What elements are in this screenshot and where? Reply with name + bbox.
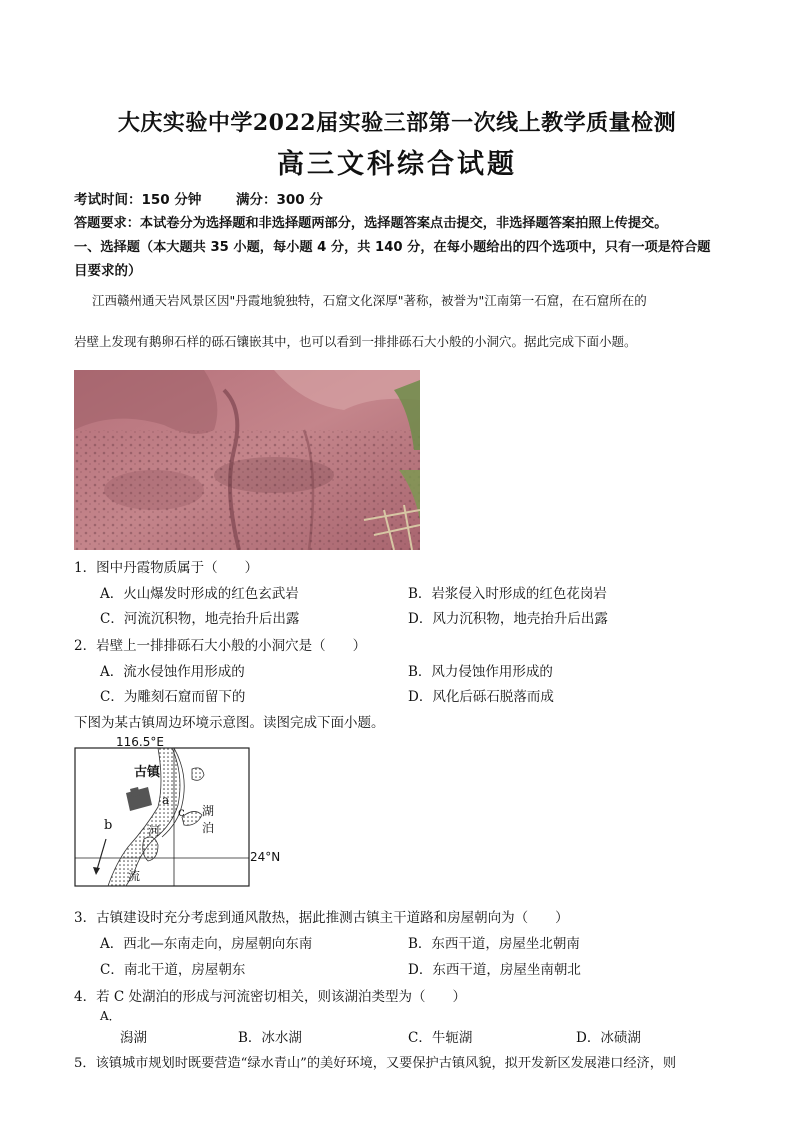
section-heading: 一、选择题（本大题共 35 小题，每小题 4 分，共 140 分，在每小题给出的四个选项中，只有一项是符合题 (74, 240, 711, 255)
map-label-c: c (178, 805, 185, 819)
danxia-rock-photo (74, 370, 420, 550)
question-1-option-b[interactable]: B．岩浆侵入时形成的红色花岗岩 (408, 586, 607, 602)
question-1-option-d[interactable]: D．风力沉积物，地壳抬升后出露 (408, 611, 608, 627)
map-lake-label-1: 湖 (202, 804, 215, 818)
question-2-stem: 2．岩壁上一排排砾石大小般的小洞穴是（ ） (74, 638, 367, 654)
map-river-label-2: 流 (128, 869, 141, 883)
passage-line-2: 岩壁上发现有鹅卵石样的砾石镶嵌其中，也可以看到一排排砾石大小般的小洞穴。据此完成下面小题。 (74, 334, 637, 349)
map-longitude: 116.5°E (116, 735, 164, 749)
exam-time: 考试时间：150 分钟 (74, 192, 202, 208)
question-1-option-c[interactable]: C．河流沉积物，地壳抬升后出露 (100, 611, 300, 627)
question-4-option-b[interactable]: B．冰水湖 (238, 1030, 302, 1046)
question-2-option-b[interactable]: B．风力侵蚀作用形成的 (408, 664, 553, 680)
map-label-b: b (104, 818, 113, 833)
section-heading-cont: 目要求的） (74, 263, 142, 279)
town-map (74, 735, 294, 890)
question-4-option-a[interactable]: 潟湖 (120, 1030, 147, 1046)
map-latitude: 24°N (250, 850, 281, 864)
question-4-option-a-letter[interactable]: A． (100, 1009, 121, 1023)
question-5-stem: 5．该镇城市规划时既要营造“绿水青山”的美好环境，又要保护古镇风貌，拟开发新区发展港口经济，则 (74, 1056, 677, 1071)
map-river-label-1: 河 (148, 824, 161, 838)
question-1-stem: 1．图中丹霞物质属于（ ） (74, 560, 259, 576)
map-label-a: a (162, 793, 170, 807)
question-4-option-d[interactable]: D．冰碛湖 (576, 1030, 641, 1046)
question-3-option-a[interactable]: A．西北—东南走向，房屋朝向东南 (100, 936, 313, 952)
question-3-option-c[interactable]: C．南北干道，房屋朝东 (100, 962, 246, 978)
passage-line-1: 江西赣州通天岩风景区因"丹霞地貌独特，石窟文化深厚"著称，被誉为"江南第一石窟，在石窟所在的 (92, 293, 647, 308)
question-2-option-d[interactable]: D．风化后砾石脱落而成 (408, 689, 554, 705)
exam-subtitle: 高三文科综合试题 (277, 149, 517, 180)
question-3-option-d[interactable]: D．东西干道，房屋坐南朝北 (408, 962, 581, 978)
question-4-option-c[interactable]: C．牛轭湖 (408, 1030, 473, 1046)
map-lake-label-2: 泊 (202, 821, 215, 835)
question-2-option-a[interactable]: A．流水侵蚀作用形成的 (100, 664, 245, 680)
question-4-stem: 4．若 C 处湖泊的形成与河流密切相关，则该湖泊类型为（ ） (74, 989, 467, 1005)
map-town-label: 古镇 (134, 765, 161, 780)
full-score: 满分：300 分 (236, 192, 323, 208)
passage-2: 下图为某古镇周边环境示意图。读图完成下面小题。 (74, 715, 385, 731)
question-3-option-b[interactable]: B．东西干道，房屋坐北朝南 (408, 936, 580, 952)
question-2-option-c[interactable]: C．为雕刻石窟而留下的 (100, 689, 246, 705)
answer-requirements: 答题要求：本试卷分为选择题和非选择题两部分，选择题答案点击提交，非选择题答案拍照上传提交。 (74, 216, 668, 231)
question-3-stem: 3．古镇建设时充分考虑到通风散热，据此推测古镇主干道路和房屋朝向为（ ） (74, 910, 569, 926)
exam-title: 大庆实验中学2022届实验三部第一次线上教学质量检测 (117, 110, 677, 136)
question-1-option-a[interactable]: A．火山爆发时形成的红色玄武岩 (100, 586, 299, 602)
